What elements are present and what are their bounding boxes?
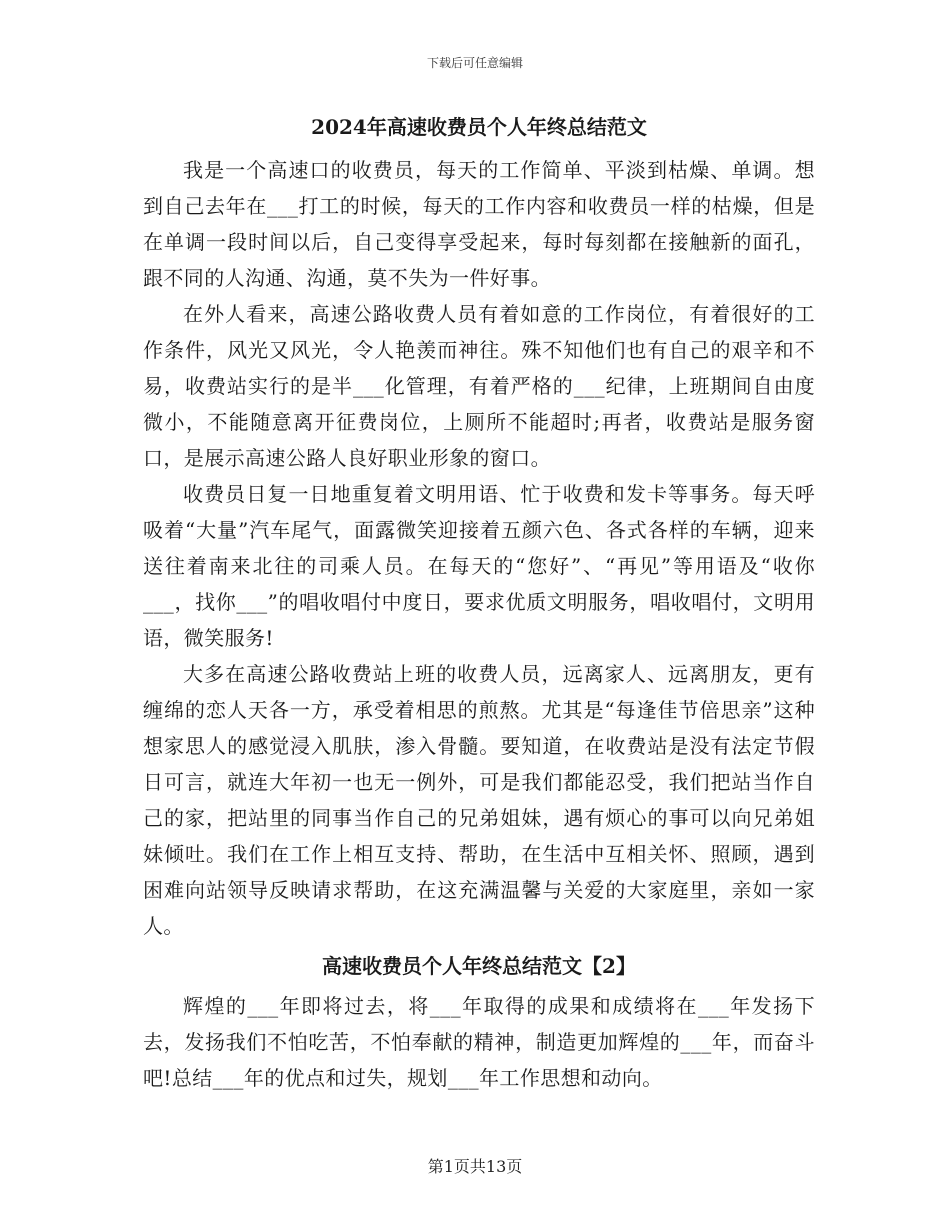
document-body (143, 112, 815, 1096)
paragraph-4: 大多在高速公路收费站上班的收费人员，远离家人、远离朋友，更有缠绵的恋人天各一方，承受着相思的煎熬。尤其是“每逢佳节倍思亲”这种想家思人的感觉浸入肌肤，渗入骨髓。要知道，在收费站是没有法定节假日可言，就连大年初一也无一例外，可是我们都能忍受，我们把站当作自己的家，把站里的同事当作自己的兄弟姐妹，遇有烦心的事可以向兄弟姐妹倾吐。我们在工作上相互支持、帮助，在生活中互相关怀、照顾，遇到困难向站领导反映请求帮助，在这充满温馨与关爱的大家庭里，亲如一家人。 (143, 662, 815, 938)
paragraph-3: 收费员日复一日地重复着文明用语、忙于收费和发卡等事务。每天呼吸着“大量”汽车尾气，面露微笑迎接着五颜六色、各式各样的车辆，迎来送往着南来北往的司乘人员。在每天的“您好”、“再见”等用语及“收你___，找你___”的唱收唱付中度日，要求优质文明服务，唱收唱付，文明用语，微笑服务! (143, 482, 815, 650)
page-header-note: 下载后可任意编辑 (426, 56, 523, 70)
paragraph-2: 在外人看来，高速公路收费人员有着如意的工作岗位，有着很好的工作条件，风光又风光，令人艳羡而神往。殊不知他们也有自己的艰辛和不易，收费站实行的是半___化管理，有着严格的___纪律，上班期间自由度微小，不能随意离开征费岗位，上厕所不能超时;再者，收费站是服务窗口，是展示高速公路人良好职业形象的窗口。 (143, 302, 815, 470)
section2-paragraph-1: 辉煌的___年即将过去，将___年取得的成果和成绩将在___年发扬下去，发扬我们不怕吃苦，不怕奉献的精神，制造更加辉煌的___年，而奋斗吧!总结___年的优点和过失，规划___年工作思想和动向。 (143, 994, 815, 1090)
section-title-2: 高速收费员个人年终总结范文【2】 (322, 954, 636, 978)
page-footer: 第1页共13页 (427, 1157, 523, 1176)
document-title: 2024年高速收费员个人年终总结范文 (311, 115, 647, 139)
paragraph-1: 我是一个高速口的收费员，每天的工作简单、平淡到枯燥、单调。想到自己去年在___打工的时候，每天的工作内容和收费员一样的枯燥，但是在单调一段时间以后，自己变得享受起来，每时每刻都在接触新的面孔，跟不同的人沟通、沟通，莫不失为一件好事。 (143, 158, 815, 290)
